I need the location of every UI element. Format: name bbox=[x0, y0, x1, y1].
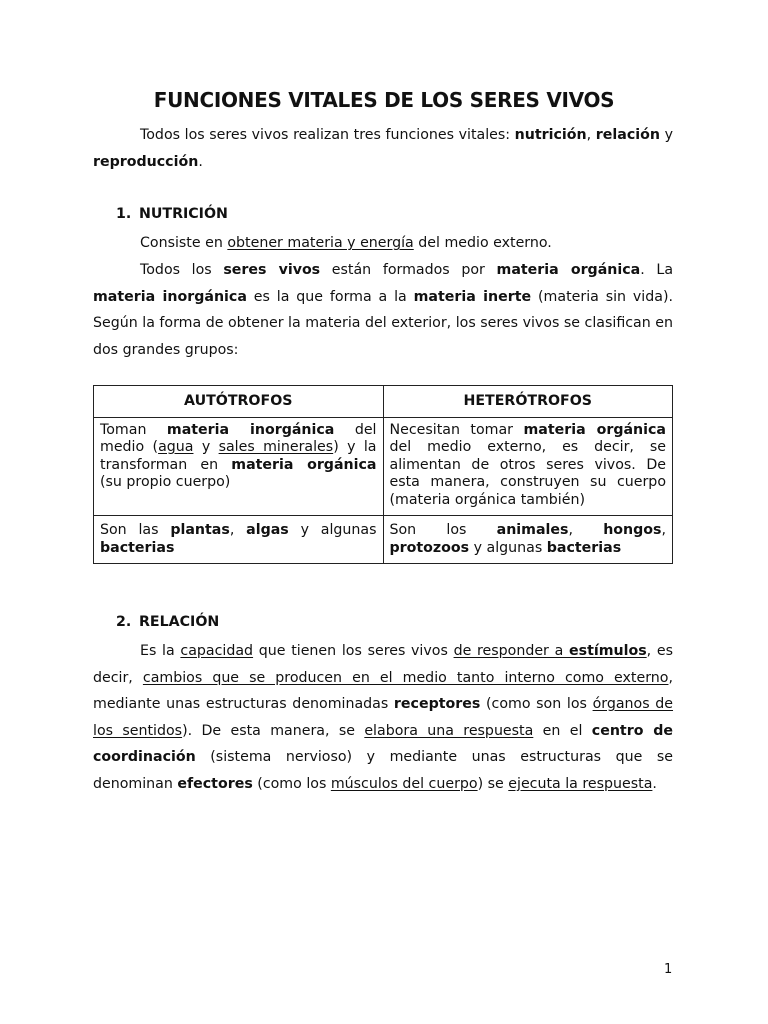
text: Necesitan tomar bbox=[389, 421, 524, 438]
text: del medio ( bbox=[100, 421, 377, 455]
text: que tienen los seres vivos bbox=[253, 643, 454, 659]
section-title: NUTRICIÓN bbox=[139, 206, 228, 222]
text: del medio externo. bbox=[413, 235, 552, 251]
bold-text: materia orgánica bbox=[496, 262, 641, 278]
text: , es decir, bbox=[93, 643, 673, 686]
text: Todos los bbox=[140, 262, 224, 278]
underlined-text: obtener materia y energía bbox=[227, 235, 414, 251]
text: (sistema nervioso) y mediante unas estructuras que se denominan bbox=[93, 749, 673, 792]
classification-table bbox=[93, 385, 673, 564]
cell-autotrofos-examples bbox=[94, 516, 384, 564]
text: Toman bbox=[100, 421, 167, 438]
table-header-row bbox=[94, 386, 673, 418]
intro-text: Todos los seres vivos realizan tres funciones vitales: bbox=[140, 127, 515, 143]
text: , mediante unas estructuras denominadas bbox=[93, 669, 673, 712]
underlined-text: elabora una respuesta bbox=[364, 722, 534, 739]
text: , bbox=[568, 522, 604, 538]
bold-text: materia inerte bbox=[413, 288, 532, 305]
bold-text: protozoos bbox=[389, 539, 470, 556]
table-row bbox=[94, 516, 673, 564]
document-title: FUNCIONES VITALES DE LOS SERES VIVOS bbox=[153, 88, 615, 112]
intro-bold-reproduccion: reproducción bbox=[93, 153, 199, 170]
cell-heterotrofos-description bbox=[383, 417, 673, 516]
bold-text: receptores bbox=[393, 696, 481, 712]
bold-text: centro de coordinación bbox=[93, 722, 674, 765]
text: y algunas bbox=[288, 522, 377, 538]
text: ) y la transforman en bbox=[100, 439, 377, 473]
bold-text: materia inorgánica bbox=[93, 288, 247, 305]
underlined-text: órganos de los sentidos bbox=[93, 696, 674, 739]
text: Es la bbox=[140, 643, 181, 659]
nutricion-paragraph-1 bbox=[93, 230, 673, 257]
section-heading-relacion bbox=[116, 614, 219, 630]
text: Son las bbox=[100, 522, 171, 538]
text: es la que forma a la bbox=[246, 288, 414, 305]
text: ). De esta manera, se bbox=[182, 722, 365, 739]
text: Son los bbox=[389, 522, 497, 538]
text: . La bbox=[640, 262, 674, 278]
section-number: 1. bbox=[116, 206, 132, 222]
underlined-text: capacidad bbox=[180, 643, 254, 659]
bold-text: bacterias bbox=[100, 539, 175, 556]
text: (su propio cuerpo) bbox=[100, 474, 231, 490]
intro-text: . bbox=[198, 153, 203, 170]
intro-bold-relacion: relación bbox=[595, 127, 660, 143]
page-number: 1 bbox=[664, 962, 673, 977]
text: (como son los bbox=[480, 696, 593, 712]
underlined-text: sales minerales bbox=[218, 439, 334, 455]
bold-text: materia orgánica bbox=[523, 421, 666, 438]
underlined-text: agua bbox=[158, 439, 194, 455]
bold-text: materia orgánica bbox=[231, 456, 377, 473]
text: , bbox=[229, 522, 247, 538]
bold-text: efectores bbox=[177, 775, 253, 792]
table-row bbox=[94, 417, 673, 516]
bold-text: plantas bbox=[170, 522, 230, 538]
underlined-text bbox=[454, 643, 647, 659]
underlined-text: ejecuta la respuesta bbox=[508, 775, 653, 792]
bold-text: animales bbox=[496, 522, 569, 538]
text: Consiste en bbox=[140, 235, 228, 251]
intro-bold-nutricion: nutrición bbox=[514, 127, 587, 143]
nutricion-paragraph-2 bbox=[93, 257, 673, 363]
cell-heterotrofos-examples bbox=[383, 516, 673, 564]
text: están formados por bbox=[320, 262, 497, 278]
bold-text: bacterias bbox=[546, 539, 622, 556]
section-title: RELACIÓN bbox=[139, 614, 220, 630]
text: (materia sin vida). Según la forma de obtener la materia del exterior, los seres vivos se clasifican en dos grandes grupos: bbox=[93, 288, 673, 358]
bold-text: estímulos bbox=[569, 643, 647, 659]
text: del medio externo, es decir, se alimentan de otros seres vivos. De esta manera, construyen su cuerpo (materia orgánica también) bbox=[389, 439, 666, 508]
underlined-text: músculos del cuerpo bbox=[330, 775, 478, 792]
text: (como los bbox=[252, 775, 331, 792]
relacion-paragraph bbox=[93, 638, 673, 797]
text: y algunas bbox=[469, 539, 547, 556]
header-autotrofos: AUTÓTROFOS bbox=[94, 386, 384, 418]
text: ) se bbox=[477, 775, 509, 792]
section-heading-nutricion bbox=[116, 206, 228, 222]
text: , bbox=[661, 522, 666, 538]
section-number: 2. bbox=[116, 614, 132, 630]
bold-text: hongos bbox=[603, 522, 662, 538]
bold-text: materia inorgánica bbox=[166, 421, 335, 438]
intro-paragraph bbox=[93, 122, 673, 175]
bold-text: algas bbox=[246, 522, 289, 538]
underlined-text: cambios que se producen en el medio tanto interno como externo bbox=[142, 669, 669, 686]
cell-autotrofos-description bbox=[94, 417, 384, 516]
intro-text: , bbox=[586, 127, 596, 143]
intro-text: y bbox=[659, 127, 673, 143]
text: en el bbox=[533, 722, 592, 739]
text: de responder a bbox=[453, 643, 569, 659]
text: . bbox=[652, 775, 657, 792]
bold-text: seres vivos bbox=[223, 262, 321, 278]
header-heterotrofos: HETERÓTROFOS bbox=[383, 386, 673, 418]
text: y bbox=[193, 439, 219, 455]
